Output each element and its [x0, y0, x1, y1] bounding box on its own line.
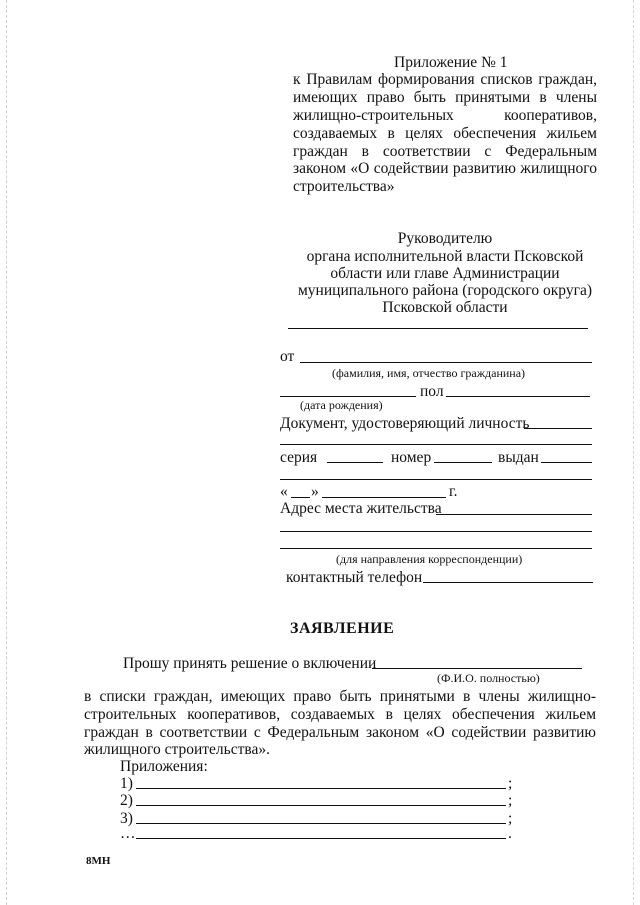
- scan-edge-left: [6, 0, 8, 905]
- appendix-line-6: законом «О содействии развитию жилищного: [293, 160, 597, 177]
- series-label: серия: [280, 449, 318, 466]
- from-label: от: [280, 348, 295, 365]
- attachment-3-line[interactable]: [136, 823, 506, 824]
- statement-body-line-4: жилищного строительства».: [84, 741, 270, 758]
- attachment-1-end: ;: [508, 775, 513, 792]
- address-line-2[interactable]: [280, 531, 592, 532]
- dob-line[interactable]: [280, 396, 416, 397]
- issue-day-line[interactable]: [291, 497, 310, 498]
- appendix-line-2: имеющих право быть принятыми в члены: [293, 89, 597, 106]
- attachment-2-end: ;: [508, 792, 513, 809]
- request-fio-line[interactable]: [372, 668, 582, 669]
- addressee-line-1: Руководителю: [397, 230, 493, 247]
- appendix-line-1: к Правилам формирования списков граждан,: [293, 71, 597, 88]
- attachment-1-line[interactable]: [136, 788, 506, 789]
- year-suffix: г.: [449, 483, 458, 500]
- attachment-more-end: .: [508, 825, 512, 842]
- addressee-line-5: Псковской области: [382, 299, 508, 316]
- statement-body-line-3: граждан в соответствии с Федеральным законом «О содействии развитию: [84, 724, 596, 741]
- id-doc-line-2[interactable]: [280, 444, 592, 445]
- sex-line[interactable]: [446, 396, 590, 397]
- id-doc-label: Документ, удостоверяющий личность: [280, 415, 530, 432]
- appendix-line-3: жилищно-строительных кооперативов,: [293, 107, 597, 124]
- attachment-3-end: ;: [508, 810, 513, 827]
- address-line-3[interactable]: [280, 548, 592, 549]
- series-line[interactable]: [327, 462, 383, 463]
- issued-label: выдан: [498, 449, 539, 466]
- quote-close: »: [311, 483, 319, 500]
- request-text: Прошу принять решение о включении: [123, 655, 377, 672]
- attachment-2-line[interactable]: [136, 805, 506, 806]
- footer-code: 8МН: [86, 855, 111, 867]
- statement-body-line-2: строительных кооперативов, создаваемых в целях обеспечения жильем: [84, 706, 596, 723]
- id-doc-line[interactable]: [524, 428, 592, 429]
- applicant-fio-line[interactable]: [300, 362, 592, 363]
- attachment-more-number: …: [120, 825, 136, 842]
- addressee-line-2: органа исполнительной власти Псковской: [306, 248, 584, 265]
- correspondence-hint: (для направления корреспонденции): [336, 552, 523, 566]
- issue-date-line[interactable]: [322, 497, 446, 498]
- number-line[interactable]: [434, 462, 492, 463]
- attachment-2-number: 2): [120, 792, 133, 809]
- addressee-line-3: области или главе Администрации: [330, 265, 560, 282]
- dob-hint: (дата рождения): [300, 398, 383, 412]
- fio-hint: (фамилия, имя, отчество гражданина): [332, 366, 526, 380]
- phone-label: контактный телефон: [286, 569, 423, 586]
- attachments-label: Приложения:: [120, 758, 208, 775]
- address-label: Адрес места жительства: [280, 500, 442, 517]
- addressee-line-4: муниципального района (городского округа): [298, 282, 592, 299]
- addressee-name-line[interactable]: [288, 328, 588, 329]
- scan-edge-right: [633, 0, 635, 905]
- appendix-line-5: граждан в соответствии с Федеральным: [293, 143, 597, 160]
- attachment-more-line[interactable]: [136, 838, 506, 839]
- issued-line[interactable]: [541, 462, 592, 463]
- statement-title: ЗАЯВЛЕНИЕ: [290, 620, 395, 637]
- issued-by-line[interactable]: [280, 479, 592, 480]
- appendix-line-7: строительства»: [293, 178, 395, 195]
- statement-body-line-1: в списки граждан, имеющих право быть принятыми в члены жилищно-: [84, 688, 596, 705]
- fio-full-hint: (Ф.И.О. полностью): [437, 671, 540, 685]
- number-label: номер: [391, 449, 432, 466]
- phone-line[interactable]: [423, 582, 593, 583]
- attachment-1-number: 1): [120, 775, 133, 792]
- sex-label: пол: [420, 383, 444, 400]
- appendix-heading: Приложение № 1: [394, 54, 508, 71]
- attachment-3-number: 3): [120, 810, 133, 827]
- address-line-1[interactable]: [436, 514, 592, 515]
- appendix-line-4: создаваемых в целях обеспечения жильем: [293, 125, 597, 142]
- quote-open: «: [280, 483, 288, 500]
